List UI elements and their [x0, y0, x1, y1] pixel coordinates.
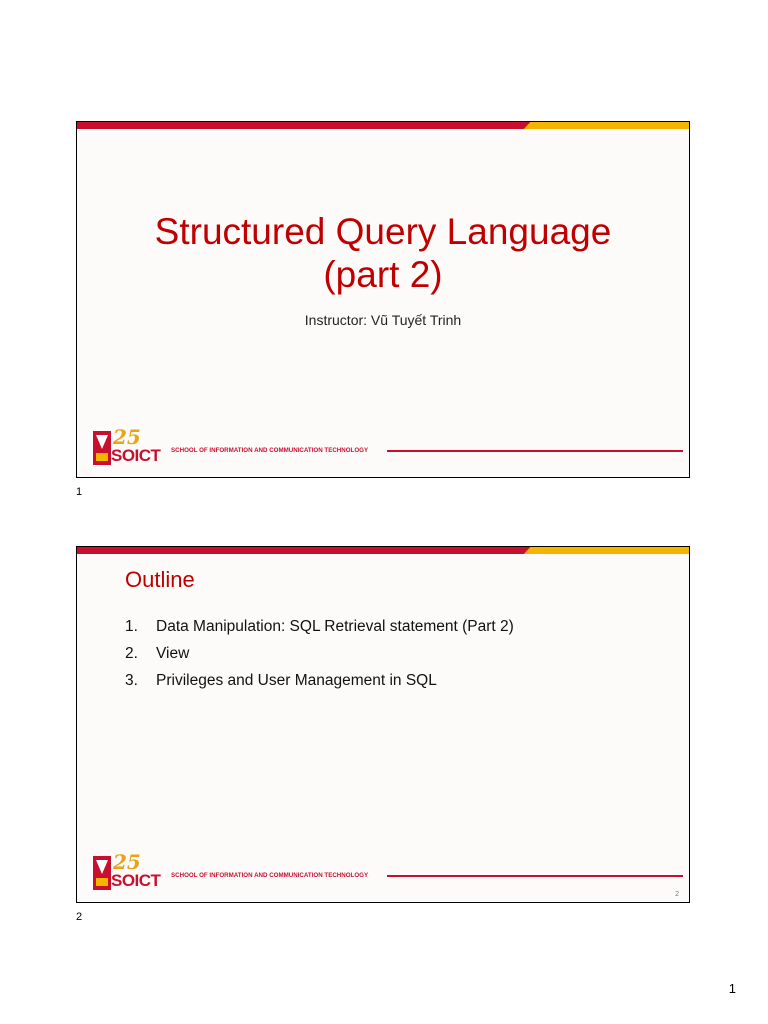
logo-wordmark: SOICT: [111, 871, 161, 890]
logo-anniversary: 25: [113, 850, 141, 874]
top-band-red: [77, 122, 530, 129]
title-line-1: Structured Query Language: [154, 211, 612, 252]
footer-rule: [387, 450, 683, 452]
list-item: [125, 617, 514, 644]
soict-logo: [91, 850, 167, 892]
list-item-text: Data Manipulation: SQL Retrieval statement (Part 2): [156, 618, 514, 635]
outline-heading: Outline: [125, 567, 195, 592]
footer-school-name: SCHOOL OF INFORMATION AND COMMUNICATION TECHNOLOGY: [171, 872, 369, 879]
slide-footer: [91, 850, 683, 898]
list-item: [125, 644, 514, 671]
list-item-number: 2.: [125, 645, 138, 662]
slide-title: [76, 121, 690, 478]
top-band-gold: [524, 547, 689, 554]
soict-logo: [91, 425, 167, 467]
footer-school-name: SCHOOL OF INFORMATION AND COMMUNICATION TECHNOLOGY: [171, 447, 369, 454]
slide-top-band: [77, 122, 689, 129]
instructor-subtitle: Instructor: Vũ Tuyết Trinh: [304, 312, 462, 328]
top-band-red: [77, 547, 530, 554]
footer-rule: [387, 875, 683, 877]
outline-list: [125, 617, 514, 698]
title-line-2: (part 2): [323, 254, 443, 295]
list-item-text: View: [156, 645, 190, 662]
page-number: 1: [728, 981, 736, 996]
slide-label-2: 2: [76, 911, 83, 923]
logo-wordmark: SOICT: [111, 446, 161, 465]
top-band-gold: [524, 122, 689, 129]
logo-anniversary: 25: [113, 425, 141, 449]
slide-number: 2: [675, 891, 679, 898]
slide-footer: [91, 425, 683, 467]
slide-outline: [76, 546, 690, 903]
list-item-text: Privileges and User Management in SQL: [156, 672, 437, 689]
university-emblem-icon: [93, 856, 111, 890]
slide-title-heading: [77, 210, 689, 296]
list-item-number: 1.: [125, 618, 138, 635]
list-item-number: 3.: [125, 672, 138, 689]
university-emblem-icon: [93, 431, 111, 465]
list-item: [125, 671, 514, 698]
slide-top-band: [77, 547, 689, 554]
slide-label-1: 1: [76, 486, 83, 498]
